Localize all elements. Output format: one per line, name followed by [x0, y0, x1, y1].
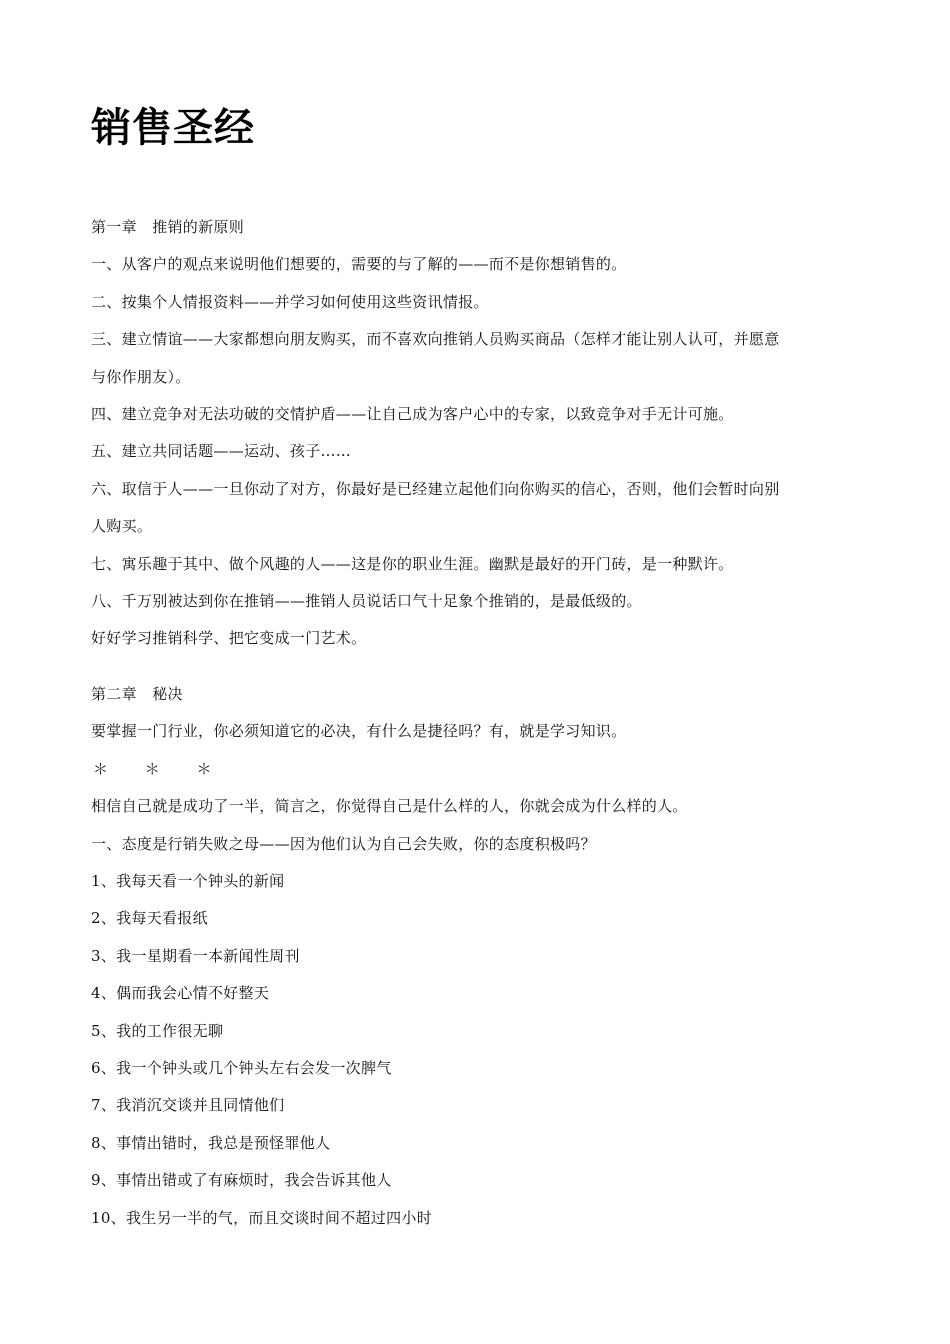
chapter-2-list-item: 10、我生另一半的气，而且交谈时间不超过四小时 [91, 1208, 432, 1227]
section-spacer [91, 658, 856, 676]
chapter-2-list-item: 4、偶而我会心情不好整天 [91, 984, 270, 1003]
chapter-2-heading: 第二章 秘决 [91, 684, 183, 703]
chapter-1-line: 三、建立情谊——大家都想向朋友购买，而不喜欢向推销人员购买商品（怎样才能让别人认可，并愿意 [91, 330, 780, 349]
chapter-2-intro: 要掌握一门行业，你必须知道它的必决，有什么是捷径吗？有，就是学习知识。 [91, 722, 627, 741]
chapter-2-list-item: 5、我的工作很无聊 [91, 1021, 224, 1040]
chapter-1-line: 六、取信于人——一旦你动了对方，你最好是已经建立起他们向你购买的信心，否则，他们会暂时向别 [91, 479, 780, 498]
section-separator: ＊ ＊ ＊ [93, 759, 228, 778]
chapter-1-line: 八、千万别被达到你在推销——推销人员说话口气十足象个推销的，是最低级的。 [91, 592, 642, 611]
chapter-1-line: 七、寓乐趣于其中、做个风趣的人——这是你的职业生涯。幽默是最好的开门砖，是一种默许。 [91, 554, 734, 573]
chapter-1-line: 好好学习推销科学、把它变成一门艺术。 [91, 629, 367, 648]
chapter-1-line: 人购买。 [91, 517, 153, 536]
chapter-1-line: 四、建立竞争对无法功破的交情护盾——让自己成为客户心中的专家，以致竞争对手无计可施。 [91, 405, 734, 424]
document-body [91, 209, 856, 1237]
chapter-2-list-item: 8、事情出错时，我总是预怪罪他人 [91, 1133, 331, 1152]
chapter-2-list-item: 9、事情出错或了有麻烦时，我会告诉其他人 [91, 1171, 392, 1190]
chapter-2-list-item: 1、我每天看一个钟头的新闻 [91, 871, 285, 890]
chapter-2-list-item: 7、我消沉交谈并且同情他们 [91, 1096, 285, 1115]
chapter-2-list-item: 6、我一个钟头或几个钟头左右会发一次脾气 [91, 1058, 392, 1077]
chapter-2-list-item: 2、我每天看报纸 [91, 909, 208, 928]
chapter-1-line: 与你作朋友）。 [91, 367, 191, 386]
document-title: 销售圣经 [91, 105, 255, 151]
chapter-1-line: 一、从客户的观点来说明他们想要的，需要的与了解的——而不是你想销售的。 [91, 255, 627, 274]
chapter-1-heading: 第一章 推销的新原则 [91, 218, 245, 236]
chapter-2-list-item: 3、我一星期看一本新闻性周刊 [91, 946, 300, 965]
chapter-1-line: 五、建立共同话题——运动、孩子…… [91, 442, 352, 461]
chapter-1-line: 二、按集个人情报资料——并学习如何使用这些资讯情报。 [91, 292, 489, 311]
chapter-2-line: 一、态度是行销失败之母——因为他们认为自己会失败，你的态度积极吗？ [91, 834, 596, 853]
chapter-2-line: 相信自己就是成功了一半，简言之，你觉得自己是什么样的人，你就会成为什么样的人。 [91, 797, 688, 816]
